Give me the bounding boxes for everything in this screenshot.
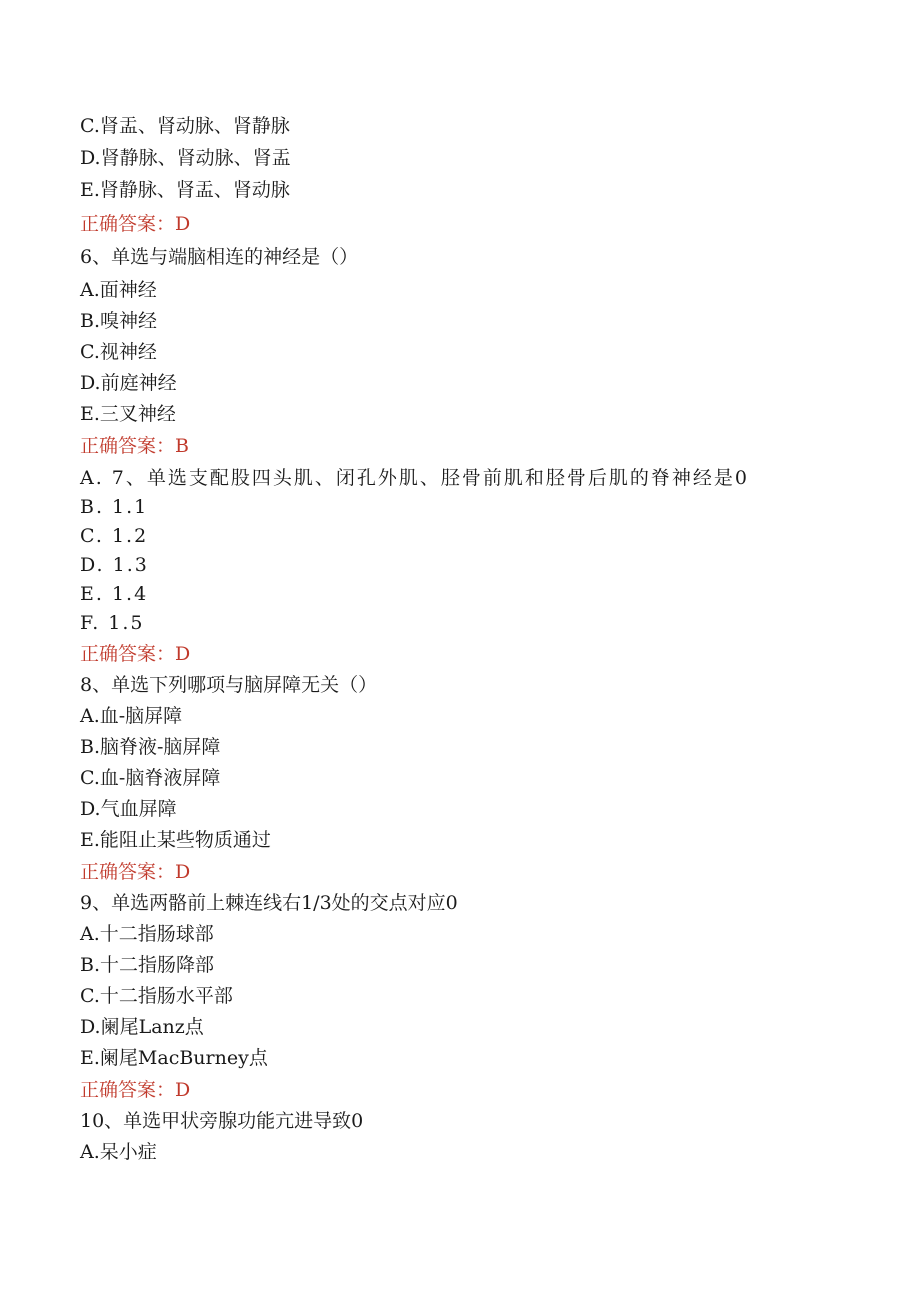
- answer-line: 正确答案：D: [80, 1079, 191, 1101]
- option-line: E. 1.4: [80, 583, 149, 605]
- question-line: A. 7、单选支配股四头肌、闭孔外肌、胫骨前肌和胫骨后肌的脊神经是0: [80, 467, 749, 489]
- option-line: E.阑尾MacBurney点: [80, 1047, 268, 1069]
- answer-line: 正确答案：D: [80, 643, 191, 665]
- option-line: C.十二指肠水平部: [80, 985, 233, 1007]
- option-line: B.十二指肠降部: [80, 954, 215, 976]
- option-line: D. 1.3: [80, 554, 149, 576]
- answer-line: 正确答案：D: [80, 861, 191, 883]
- option-line: E.肾静脉、肾盂、肾动脉: [80, 179, 290, 201]
- option-line: A.血-脑屏障: [80, 705, 183, 727]
- option-line: D.气血屏障: [80, 798, 177, 820]
- option-line: C. 1.2: [80, 525, 149, 547]
- option-line: C.视神经: [80, 341, 157, 363]
- option-line: A.呆小症: [80, 1141, 157, 1163]
- option-line: C.肾盂、肾动脉、肾静脉: [80, 115, 290, 137]
- option-line: E.三叉神经: [80, 403, 176, 425]
- question-line: 8、单选下列哪项与脑屏障无关（）: [80, 674, 378, 696]
- answer-line: 正确答案：B: [80, 435, 189, 457]
- option-line: A.十二指肠球部: [80, 923, 214, 945]
- option-line: F. 1.5: [80, 612, 145, 634]
- option-line: B.脑脊液-脑屏障: [80, 736, 221, 758]
- option-line: A.面神经: [80, 279, 157, 301]
- option-line: D.肾静脉、肾动脉、肾盂: [80, 147, 291, 169]
- answer-line: 正确答案：D: [80, 213, 191, 235]
- question-line: 6、单选与端脑相连的神经是（）: [80, 246, 359, 268]
- option-line: D.阑尾Lanz点: [80, 1016, 204, 1038]
- question-line: 10、单选甲状旁腺功能亢进导致0: [80, 1110, 364, 1132]
- option-line: D.前庭神经: [80, 372, 177, 394]
- option-line: E.能阻止某些物质通过: [80, 829, 271, 851]
- option-line: B. 1.1: [80, 496, 149, 518]
- question-line: 9、单选两骼前上棘连线右1/3处的交点对应0: [80, 892, 458, 914]
- option-line: B.嗅神经: [80, 310, 158, 332]
- option-line: C.血-脑脊液屏障: [80, 767, 221, 789]
